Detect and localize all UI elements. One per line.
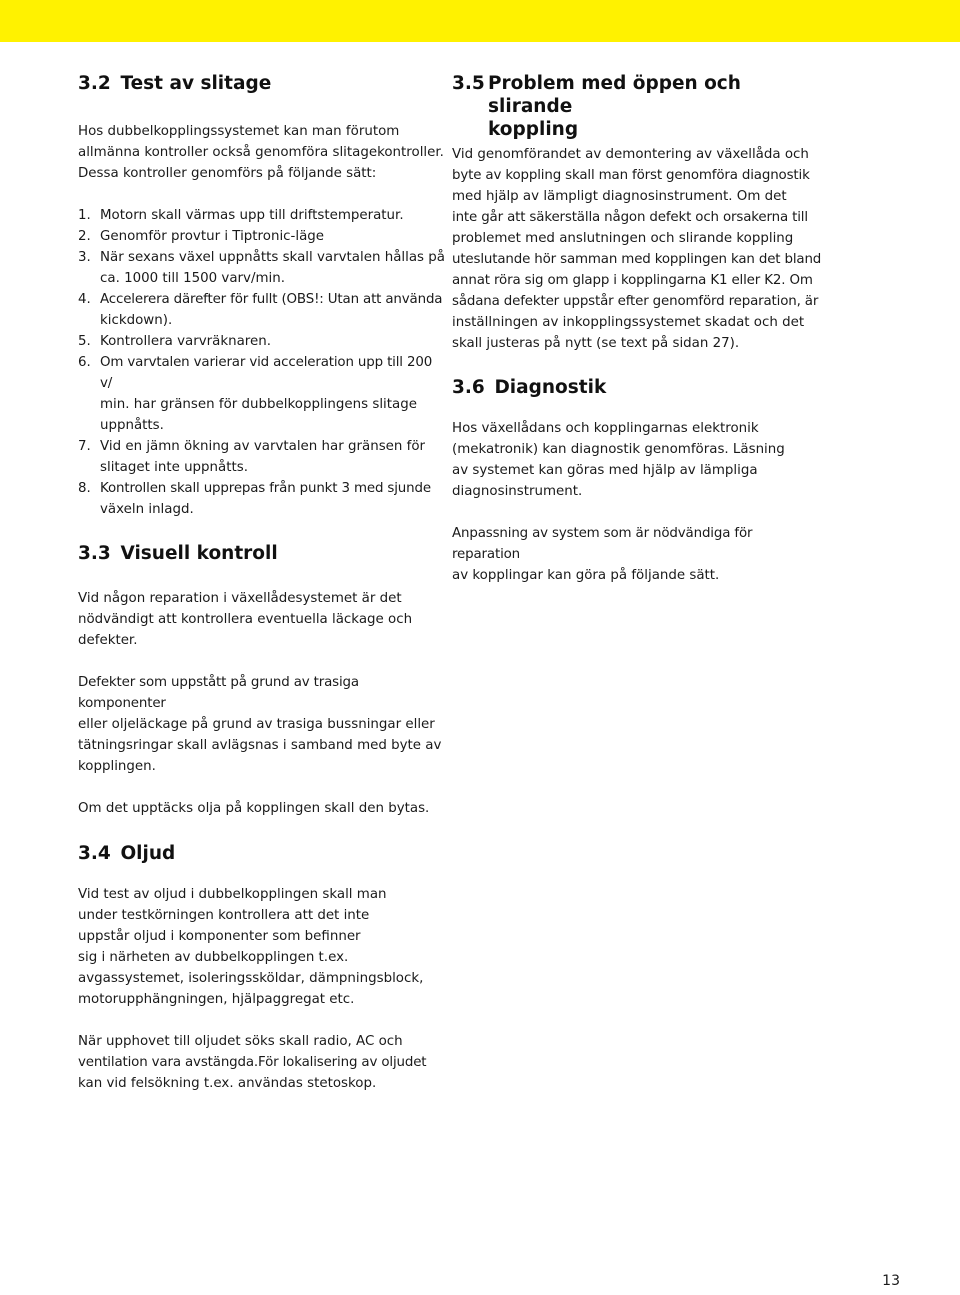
section-heading-3-5 bbox=[452, 72, 824, 141]
list-item bbox=[78, 478, 448, 520]
section-heading-3-6 bbox=[452, 376, 824, 399]
section-number: 3.6 bbox=[452, 377, 485, 398]
text-line: min. har gränsen för dubbelkopplingens slitage bbox=[100, 397, 417, 412]
text-line: Vid genomförandet av demontering av växellåda och bbox=[452, 147, 809, 162]
section-title: Diagnostik bbox=[494, 377, 607, 398]
step-number: 3. bbox=[78, 250, 91, 265]
paragraph bbox=[452, 523, 824, 586]
text-line: Om varvtalen varierar vid acceleration upp till 200 v/ bbox=[100, 355, 433, 391]
test-steps-list bbox=[78, 205, 448, 520]
text-line: Anpassning av system som är nödvändiga för reparation bbox=[452, 526, 753, 562]
step-number: 6. bbox=[78, 355, 91, 370]
list-item bbox=[78, 352, 448, 436]
text-line: annat röra sig om glapp i kopplingarna K1 eller K2. Om bbox=[452, 273, 813, 288]
text-line: motorupphängningen, hjälpaggregat etc. bbox=[78, 992, 355, 1007]
text-line: med hjälp av lämpligt diagnosinstrument. Om det bbox=[452, 189, 787, 204]
text-line: sig i närheten av dubbelkopplingen t.ex. bbox=[78, 950, 349, 965]
text-line: Om det upptäcks olja på kopplingen skall den bytas. bbox=[78, 801, 430, 816]
section-heading-3-3 bbox=[78, 542, 448, 565]
paragraph bbox=[78, 588, 448, 651]
text-line: avgassystemet, isoleringssköldar, dämpningsblock, bbox=[78, 971, 424, 986]
title-line: koppling bbox=[488, 119, 579, 140]
header-color-bar bbox=[0, 0, 960, 42]
section-number: 3.4 bbox=[78, 843, 111, 864]
text-line: inte går att säkerställa någon defekt och orsakerna till bbox=[452, 210, 808, 225]
text-line: under testkörningen kontrollera att det inte bbox=[78, 908, 370, 923]
text-line: kickdown). bbox=[100, 313, 173, 328]
section-number: 3.3 bbox=[78, 543, 111, 564]
section-title: Visuell kontroll bbox=[120, 543, 278, 564]
list-item bbox=[78, 205, 448, 226]
section-number: 3.5 bbox=[452, 73, 485, 94]
section-title bbox=[488, 72, 824, 141]
text-line: När sexans växel uppnåtts skall varvtalen hållas på bbox=[100, 250, 445, 265]
text-line: av kopplingar kan göra på följande sätt. bbox=[452, 568, 720, 583]
step-number: 7. bbox=[78, 439, 91, 454]
text-line: uppstår oljud i komponenter som befinner bbox=[78, 929, 361, 944]
section-heading-3-2 bbox=[78, 72, 448, 95]
list-item bbox=[78, 289, 448, 331]
text-line: av systemet kan göras med hjälp av lämpliga bbox=[452, 463, 758, 478]
section-number: 3.2 bbox=[78, 73, 111, 94]
text-line: inställningen av inkopplingssystemet skadat och det bbox=[452, 315, 805, 330]
step-number: 8. bbox=[78, 481, 91, 496]
text-line: nödvändigt att kontrollera eventuella läckage och bbox=[78, 612, 413, 627]
text-line: kopplingen. bbox=[78, 759, 156, 774]
title-line: Problem med öppen och slirande bbox=[488, 73, 741, 117]
text-line: skall justeras på nytt (se text på sidan 27). bbox=[452, 336, 740, 351]
text-line: kan vid felsökning t.ex. användas stetoskop. bbox=[78, 1076, 377, 1091]
step-number: 4. bbox=[78, 292, 91, 307]
text-line: Vid test av oljud i dubbelkopplingen skall man bbox=[78, 887, 387, 902]
step-number: 2. bbox=[78, 229, 91, 244]
list-item bbox=[78, 226, 448, 247]
text-line: defekter. bbox=[78, 633, 138, 648]
paragraph bbox=[78, 798, 448, 819]
left-column bbox=[78, 68, 448, 1094]
text-line: slitaget inte uppnåtts. bbox=[100, 460, 248, 475]
text-line: Dessa kontroller genomförs på följande sätt: bbox=[78, 166, 377, 181]
paragraph bbox=[78, 884, 448, 1010]
paragraph bbox=[78, 672, 448, 777]
text-line: (mekatronik) kan diagnostik genomföras. Läsning bbox=[452, 442, 785, 457]
text-line: Hos växellådans och kopplingarnas elektronik bbox=[452, 421, 759, 436]
list-item bbox=[78, 436, 448, 478]
step-number: 5. bbox=[78, 334, 91, 349]
text-line: byte av koppling skall man först genomföra diagnostik bbox=[452, 168, 810, 183]
section-title: Oljud bbox=[120, 843, 176, 864]
text-line: Vid en jämn ökning av varvtalen har gränsen för bbox=[100, 439, 426, 454]
paragraph bbox=[452, 144, 824, 354]
page-number: 13 bbox=[882, 1273, 900, 1289]
text-line: Hos dubbelkopplingssystemet kan man förutom bbox=[78, 124, 400, 139]
text-line: allmänna kontroller också genomföra slitagekontroller. bbox=[78, 145, 444, 160]
text-line: Defekter som uppstått på grund av trasiga komponenter bbox=[78, 675, 359, 711]
text-line: uppnåtts. bbox=[100, 418, 164, 433]
step-number: 1. bbox=[78, 208, 91, 223]
text-line: Motorn skall värmas upp till driftstemperatur. bbox=[100, 208, 404, 223]
text-line: uteslutande hör samman med kopplingen kan det bland bbox=[452, 252, 822, 267]
text-line: Accelerera därefter för fullt (OBS!: Utan att använda bbox=[100, 292, 443, 307]
text-line: tätningsringar skall avlägsnas i samband med byte av bbox=[78, 738, 442, 753]
text-line: Kontrollen skall upprepas från punkt 3 med sjunde bbox=[100, 481, 431, 496]
text-line: Genomför provtur i Tiptronic-läge bbox=[100, 229, 325, 244]
text-line: växeln inlagd. bbox=[100, 502, 194, 517]
text-line: sådana defekter uppstår efter genomförd reparation, är bbox=[452, 294, 819, 309]
intro-paragraph bbox=[78, 121, 448, 184]
text-line: Vid någon reparation i växellådesystemet är det bbox=[78, 591, 402, 606]
text-line: ventilation vara avstängda.För lokalisering av oljudet bbox=[78, 1055, 427, 1070]
text-line: diagnosinstrument. bbox=[452, 484, 583, 499]
section-heading-3-4 bbox=[78, 842, 448, 865]
paragraph bbox=[452, 418, 824, 502]
paragraph bbox=[78, 1031, 448, 1094]
section-title: Test av slitage bbox=[120, 73, 272, 94]
text-line: ca. 1000 till 1500 varv/min. bbox=[100, 271, 285, 286]
text-line: Kontrollera varvräknaren. bbox=[100, 334, 272, 349]
text-line: När upphovet till oljudet söks skall radio, AC och bbox=[78, 1034, 403, 1049]
text-line: eller oljeläckage på grund av trasiga bussningar eller bbox=[78, 717, 435, 732]
list-item bbox=[78, 331, 448, 352]
text-line: problemet med anslutningen och slirande koppling bbox=[452, 231, 794, 246]
list-item bbox=[78, 247, 448, 289]
right-column bbox=[452, 68, 824, 586]
